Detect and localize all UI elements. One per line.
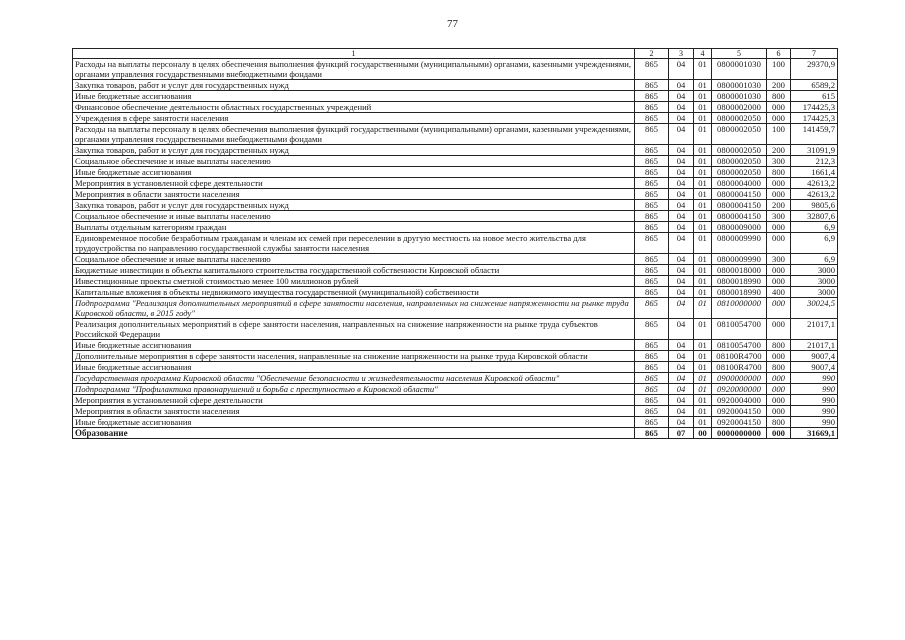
- amount-cell: 174425,3: [791, 102, 838, 113]
- table-row: [73, 189, 838, 200]
- admin-code-cell: 865: [635, 319, 669, 340]
- table-row: [73, 298, 838, 319]
- table-row: [73, 319, 838, 340]
- expense-name-cell: Выплаты отдельным категориям граждан: [73, 222, 635, 233]
- section-code-cell: 04: [669, 319, 694, 340]
- amount-cell: 9007,4: [791, 362, 838, 373]
- target-item-code-cell: 0920004000: [712, 395, 767, 406]
- expense-type-code-cell: 000: [767, 233, 791, 254]
- admin-code-cell: 865: [635, 406, 669, 417]
- amount-cell: 42613,2: [791, 189, 838, 200]
- table-body: [73, 59, 838, 439]
- expense-type-code-cell: 000: [767, 298, 791, 319]
- target-item-code-cell: 08100R4700: [712, 362, 767, 373]
- admin-code-cell: 865: [635, 384, 669, 395]
- amount-cell: 990: [791, 406, 838, 417]
- admin-code-cell: 865: [635, 113, 669, 124]
- table-row: [73, 417, 838, 428]
- expense-type-code-cell: 300: [767, 254, 791, 265]
- table-row: [73, 200, 838, 211]
- section-code-cell: 04: [669, 124, 694, 145]
- expense-name-cell: Мероприятия в установленной сфере деятельности: [73, 178, 635, 189]
- amount-cell: 1661,4: [791, 167, 838, 178]
- target-item-code-cell: 0800018990: [712, 276, 767, 287]
- amount-cell: 615: [791, 91, 838, 102]
- amount-cell: 31091,9: [791, 145, 838, 156]
- expense-name-cell: Инвестиционные проекты сметной стоимостью менее 100 миллионов рублей: [73, 276, 635, 287]
- target-item-code-cell: 0810054700: [712, 340, 767, 351]
- target-item-code-cell: 0800001030: [712, 80, 767, 91]
- admin-code-cell: 865: [635, 395, 669, 406]
- amount-cell: 141459,7: [791, 124, 838, 145]
- target-item-code-cell: 0800002050: [712, 124, 767, 145]
- target-item-code-cell: 0800009990: [712, 233, 767, 254]
- expense-name-cell: Финансовое обеспечение деятельности областных государственных учреждений: [73, 102, 635, 113]
- admin-code-cell: 865: [635, 340, 669, 351]
- subsection-code-cell: 01: [694, 362, 712, 373]
- expense-name-cell: Учреждения в сфере занятости населения: [73, 113, 635, 124]
- expense-name-cell: Закупка товаров, работ и услуг для государственных нужд: [73, 200, 635, 211]
- amount-cell: 21017,1: [791, 319, 838, 340]
- admin-code-cell: 865: [635, 167, 669, 178]
- table-row: [73, 395, 838, 406]
- amount-cell: 31669,1: [791, 428, 838, 439]
- header-col-6: 6: [767, 49, 791, 59]
- amount-cell: 21017,1: [791, 340, 838, 351]
- admin-code-cell: 865: [635, 362, 669, 373]
- target-item-code-cell: 0800018000: [712, 265, 767, 276]
- table-row: [73, 80, 838, 91]
- subsection-code-cell: 01: [694, 200, 712, 211]
- admin-code-cell: 865: [635, 178, 669, 189]
- expense-name-cell: Единовременное пособие безработным гражданам и членам их семей при переселении в другую местность на новое место жительства для трудоустройства по направлению государственной службы занятости населения: [73, 233, 635, 254]
- table-row: [73, 362, 838, 373]
- section-code-cell: 04: [669, 265, 694, 276]
- admin-code-cell: 865: [635, 211, 669, 222]
- subsection-code-cell: 01: [694, 145, 712, 156]
- expense-name-cell: Подпрограмма "Реализация дополнительных мероприятий в сфере занятости населения, направленных на снижение напряженности на рынке труда Кировской области, в 2015 году": [73, 298, 635, 319]
- table-row: [73, 178, 838, 189]
- target-item-code-cell: 0800002050: [712, 113, 767, 124]
- expense-name-cell: Закупка товаров, работ и услуг для государственных нужд: [73, 80, 635, 91]
- target-item-code-cell: 0800004150: [712, 189, 767, 200]
- table-row: [73, 102, 838, 113]
- expense-name-cell: Реализация дополнительных мероприятий в сфере занятости населения, направленных на снижение напряженности на рынке труда субъектов Российской Федерации: [73, 319, 635, 340]
- expense-type-code-cell: 000: [767, 428, 791, 439]
- amount-cell: 990: [791, 395, 838, 406]
- admin-code-cell: 865: [635, 156, 669, 167]
- expense-type-code-cell: 200: [767, 80, 791, 91]
- amount-cell: 212,3: [791, 156, 838, 167]
- target-item-code-cell: 0800004150: [712, 200, 767, 211]
- section-code-cell: 04: [669, 373, 694, 384]
- section-code-cell: 04: [669, 167, 694, 178]
- subsection-code-cell: 01: [694, 276, 712, 287]
- expense-type-code-cell: 000: [767, 395, 791, 406]
- amount-cell: 174425,3: [791, 113, 838, 124]
- expense-type-code-cell: 000: [767, 406, 791, 417]
- expense-name-cell: Расходы на выплаты персоналу в целях обеспечения выполнения функций государственными (муниципальными) органами, казенными учреждениями, органами управления государственными внебюджетными фондами: [73, 124, 635, 145]
- expense-name-cell: Мероприятия в области занятости населения: [73, 189, 635, 200]
- target-item-code-cell: 0800002050: [712, 145, 767, 156]
- table-row: [73, 167, 838, 178]
- section-code-cell: 04: [669, 156, 694, 167]
- table-row: [73, 406, 838, 417]
- target-item-code-cell: 0900000000: [712, 373, 767, 384]
- target-item-code-cell: 0800001030: [712, 59, 767, 80]
- expense-type-code-cell: 000: [767, 222, 791, 233]
- expense-name-cell: Капитальные вложения в объекты недвижимого имущества государственной (муниципальной) собственности: [73, 287, 635, 298]
- header-col-2: 2: [635, 49, 669, 59]
- subsection-code-cell: 01: [694, 406, 712, 417]
- expense-type-code-cell: 000: [767, 276, 791, 287]
- table-row: [73, 59, 838, 80]
- target-item-code-cell: 0810054700: [712, 319, 767, 340]
- table-row: [73, 222, 838, 233]
- admin-code-cell: 865: [635, 124, 669, 145]
- amount-cell: 6,9: [791, 233, 838, 254]
- expense-type-code-cell: 800: [767, 167, 791, 178]
- subsection-code-cell: 01: [694, 59, 712, 80]
- section-code-cell: 04: [669, 113, 694, 124]
- section-code-cell: 04: [669, 287, 694, 298]
- subsection-code-cell: 01: [694, 298, 712, 319]
- expense-name-cell: Закупка товаров, работ и услуг для государственных нужд: [73, 145, 635, 156]
- table-row: [73, 287, 838, 298]
- expense-type-code-cell: 000: [767, 265, 791, 276]
- expense-type-code-cell: 000: [767, 351, 791, 362]
- admin-code-cell: 865: [635, 59, 669, 80]
- section-code-cell: 04: [669, 351, 694, 362]
- subsection-code-cell: 01: [694, 156, 712, 167]
- expense-type-code-cell: 800: [767, 340, 791, 351]
- header-row: [73, 49, 838, 59]
- section-code-cell: 04: [669, 276, 694, 287]
- target-item-code-cell: 0920000000: [712, 384, 767, 395]
- section-code-cell: 04: [669, 145, 694, 156]
- target-item-code-cell: 0920004150: [712, 406, 767, 417]
- expense-type-code-cell: 800: [767, 91, 791, 102]
- admin-code-cell: 865: [635, 222, 669, 233]
- table-row: [73, 156, 838, 167]
- expense-name-cell: Иные бюджетные ассигнования: [73, 91, 635, 102]
- section-code-cell: 04: [669, 222, 694, 233]
- subsection-code-cell: 01: [694, 373, 712, 384]
- subsection-code-cell: 01: [694, 319, 712, 340]
- admin-code-cell: 865: [635, 102, 669, 113]
- subsection-code-cell: 01: [694, 91, 712, 102]
- admin-code-cell: 865: [635, 351, 669, 362]
- amount-cell: 990: [791, 417, 838, 428]
- target-item-code-cell: 0800004150: [712, 211, 767, 222]
- subsection-code-cell: 01: [694, 417, 712, 428]
- subsection-code-cell: 01: [694, 80, 712, 91]
- expense-name-cell: Социальное обеспечение и иные выплаты населению: [73, 211, 635, 222]
- admin-code-cell: 865: [635, 233, 669, 254]
- target-item-code-cell: 08100R4700: [712, 351, 767, 362]
- amount-cell: 29370,9: [791, 59, 838, 80]
- amount-cell: 30024,5: [791, 298, 838, 319]
- admin-code-cell: 865: [635, 417, 669, 428]
- admin-code-cell: 865: [635, 91, 669, 102]
- table-row: [73, 265, 838, 276]
- expense-type-code-cell: 800: [767, 362, 791, 373]
- expense-type-code-cell: 000: [767, 113, 791, 124]
- expense-type-code-cell: 100: [767, 59, 791, 80]
- expense-name-cell: Социальное обеспечение и иные выплаты населению: [73, 156, 635, 167]
- subsection-code-cell: 01: [694, 113, 712, 124]
- expense-name-cell: Дополнительные мероприятия в сфере занятости населения, направленные на снижение напряженности на рынке труда Кировской области: [73, 351, 635, 362]
- section-code-cell: 04: [669, 406, 694, 417]
- admin-code-cell: 865: [635, 254, 669, 265]
- target-item-code-cell: 0800002050: [712, 167, 767, 178]
- subsection-code-cell: 01: [694, 265, 712, 276]
- expense-name-cell: Иные бюджетные ассигнования: [73, 167, 635, 178]
- section-code-cell: 07: [669, 428, 694, 439]
- header-col-5: 5: [712, 49, 767, 59]
- section-code-cell: 04: [669, 417, 694, 428]
- expense-name-cell: Иные бюджетные ассигнования: [73, 362, 635, 373]
- table-row: [73, 254, 838, 265]
- expense-type-code-cell: 300: [767, 156, 791, 167]
- expense-type-code-cell: 300: [767, 211, 791, 222]
- admin-code-cell: 865: [635, 287, 669, 298]
- expense-type-code-cell: 400: [767, 287, 791, 298]
- target-item-code-cell: 0920004150: [712, 417, 767, 428]
- header-col-1: 1: [73, 49, 635, 59]
- subsection-code-cell: 01: [694, 178, 712, 189]
- expense-name-cell: Подпрограмма "Профилактика правонарушений и борьба с преступностью в Кировской области": [73, 384, 635, 395]
- amount-cell: 6,9: [791, 222, 838, 233]
- table-row: [73, 340, 838, 351]
- amount-cell: 990: [791, 384, 838, 395]
- amount-cell: 6589,2: [791, 80, 838, 91]
- expense-type-code-cell: 000: [767, 384, 791, 395]
- table-row: [73, 384, 838, 395]
- expense-type-code-cell: 800: [767, 417, 791, 428]
- table-row: [73, 211, 838, 222]
- section-code-cell: 04: [669, 395, 694, 406]
- amount-cell: 9805,6: [791, 200, 838, 211]
- section-code-cell: 04: [669, 233, 694, 254]
- section-code-cell: 04: [669, 91, 694, 102]
- expense-name-cell: Иные бюджетные ассигнования: [73, 417, 635, 428]
- expense-type-code-cell: 000: [767, 189, 791, 200]
- table-row: [73, 233, 838, 254]
- budget-table: [72, 48, 838, 439]
- amount-cell: 32807,6: [791, 211, 838, 222]
- header-col-4: 4: [694, 49, 712, 59]
- subsection-code-cell: 01: [694, 254, 712, 265]
- expense-type-code-cell: 000: [767, 102, 791, 113]
- section-code-cell: 04: [669, 189, 694, 200]
- subsection-code-cell: 01: [694, 233, 712, 254]
- expense-type-code-cell: 000: [767, 178, 791, 189]
- expense-name-cell: Бюджетные инвестиции в объекты капитального строительства государственной собственности Кировской области: [73, 265, 635, 276]
- section-code-cell: 04: [669, 340, 694, 351]
- subsection-code-cell: 01: [694, 189, 712, 200]
- expense-name-cell: Социальное обеспечение и иные выплаты населению: [73, 254, 635, 265]
- target-item-code-cell: 0000000000: [712, 428, 767, 439]
- expense-type-code-cell: 200: [767, 145, 791, 156]
- target-item-code-cell: 0800009000: [712, 222, 767, 233]
- subsection-code-cell: 01: [694, 384, 712, 395]
- target-item-code-cell: 0800009990: [712, 254, 767, 265]
- section-code-cell: 04: [669, 211, 694, 222]
- admin-code-cell: 865: [635, 145, 669, 156]
- admin-code-cell: 865: [635, 200, 669, 211]
- expense-type-code-cell: 100: [767, 124, 791, 145]
- subsection-code-cell: 01: [694, 211, 712, 222]
- section-code-cell: 04: [669, 362, 694, 373]
- target-item-code-cell: 0800018990: [712, 287, 767, 298]
- target-item-code-cell: 0800002000: [712, 102, 767, 113]
- table-row: [73, 124, 838, 145]
- section-code-cell: 04: [669, 178, 694, 189]
- subsection-code-cell: 01: [694, 340, 712, 351]
- amount-cell: 6,9: [791, 254, 838, 265]
- admin-code-cell: 865: [635, 276, 669, 287]
- expense-type-code-cell: 000: [767, 319, 791, 340]
- subsection-code-cell: 01: [694, 124, 712, 145]
- subsection-code-cell: 01: [694, 167, 712, 178]
- header-col-7: 7: [791, 49, 838, 59]
- section-code-cell: 04: [669, 102, 694, 113]
- admin-code-cell: 865: [635, 189, 669, 200]
- target-item-code-cell: 0800002050: [712, 156, 767, 167]
- amount-cell: 3000: [791, 287, 838, 298]
- expense-name-cell: Государственная программа Кировской области "Обеспечение безопасности и жизнедеятельности населения Кировской области": [73, 373, 635, 384]
- amount-cell: 3000: [791, 276, 838, 287]
- amount-cell: 990: [791, 373, 838, 384]
- admin-code-cell: 865: [635, 428, 669, 439]
- admin-code-cell: 865: [635, 265, 669, 276]
- admin-code-cell: 865: [635, 298, 669, 319]
- section-code-cell: 04: [669, 384, 694, 395]
- table-row: [73, 351, 838, 362]
- subsection-code-cell: 00: [694, 428, 712, 439]
- section-code-cell: 04: [669, 298, 694, 319]
- section-code-cell: 04: [669, 200, 694, 211]
- expense-name-cell: Расходы на выплаты персоналу в целях обеспечения выполнения функций государственными (муниципальными) органами, казенными учреждениями, органами управления государственными внебюджетными фондами: [73, 59, 635, 80]
- subsection-code-cell: 01: [694, 222, 712, 233]
- section-code-cell: 04: [669, 254, 694, 265]
- section-code-cell: 04: [669, 59, 694, 80]
- table-row: [73, 428, 838, 439]
- expense-name-cell: Мероприятия в области занятости населения: [73, 406, 635, 417]
- expense-type-code-cell: 200: [767, 200, 791, 211]
- expense-type-code-cell: 000: [767, 373, 791, 384]
- section-code-cell: 04: [669, 80, 694, 91]
- expense-name-cell: Мероприятия в установленной сфере деятельности: [73, 395, 635, 406]
- amount-cell: 9007,4: [791, 351, 838, 362]
- subsection-code-cell: 01: [694, 395, 712, 406]
- amount-cell: 3000: [791, 265, 838, 276]
- expense-name-cell: Образование: [73, 428, 635, 439]
- table-row: [73, 276, 838, 287]
- target-item-code-cell: 0800001030: [712, 91, 767, 102]
- header-col-3: 3: [669, 49, 694, 59]
- subsection-code-cell: 01: [694, 102, 712, 113]
- expense-name-cell: Иные бюджетные ассигнования: [73, 340, 635, 351]
- page-number: 77: [447, 18, 458, 30]
- subsection-code-cell: 01: [694, 351, 712, 362]
- table-row: [73, 373, 838, 384]
- table-row: [73, 145, 838, 156]
- target-item-code-cell: 0800004000: [712, 178, 767, 189]
- admin-code-cell: 865: [635, 373, 669, 384]
- admin-code-cell: 865: [635, 80, 669, 91]
- amount-cell: 42613,2: [791, 178, 838, 189]
- target-item-code-cell: 0810000000: [712, 298, 767, 319]
- table-row: [73, 91, 838, 102]
- table-row: [73, 113, 838, 124]
- subsection-code-cell: 01: [694, 287, 712, 298]
